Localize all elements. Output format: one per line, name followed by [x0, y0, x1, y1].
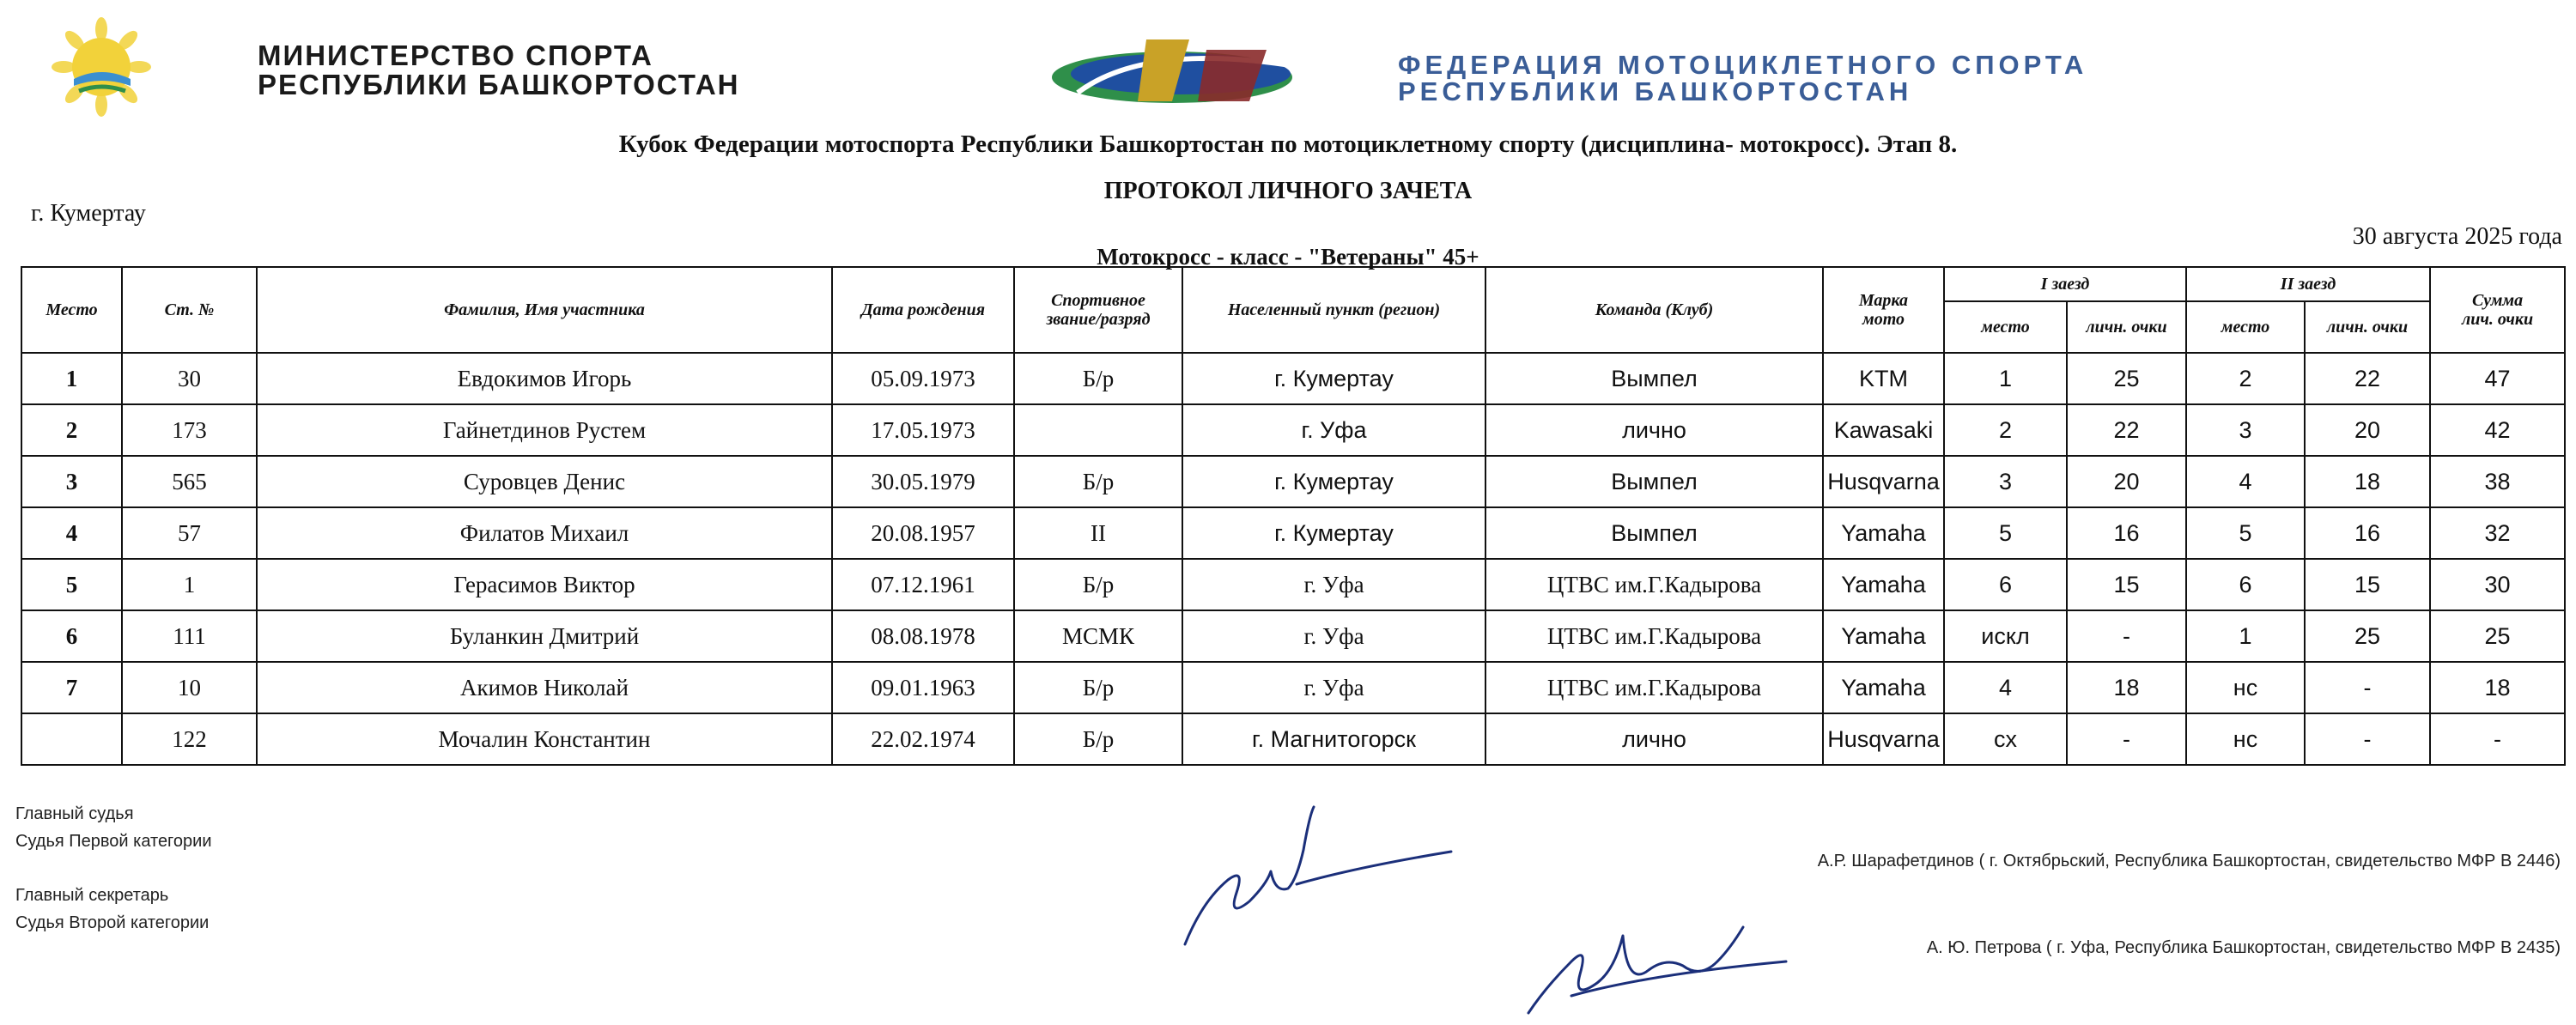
- cell-team: лично: [1485, 713, 1823, 765]
- cell-place: 2: [21, 404, 122, 456]
- cell-race-1-points: -: [2067, 610, 2186, 662]
- cell-birth-date: 30.05.1979: [832, 456, 1014, 507]
- cell-name: Буланкин Дмитрий: [257, 610, 832, 662]
- header-city: Населенный пункт (регион): [1182, 267, 1485, 353]
- cell-team: Вымпел: [1485, 456, 1823, 507]
- cell-city: г. Магнитогорск: [1182, 713, 1485, 765]
- cell-sum: 32: [2430, 507, 2565, 559]
- federation-line-1: ФЕДЕРАЦИЯ МОТОЦИКЛЕТНОГО СПОРТА: [1398, 50, 2088, 80]
- cell-birth-date: 09.01.1963: [832, 662, 1014, 713]
- cell-race-1-place: сх: [1944, 713, 2067, 765]
- secretary-category: Судья Второй категории: [15, 913, 210, 932]
- cell-race-2-place: 3: [2186, 404, 2305, 456]
- cell-team: Вымпел: [1485, 507, 1823, 559]
- cell-city: г. Уфа: [1182, 610, 1485, 662]
- cell-team: ЦТВС им.Г.Кадырова: [1485, 559, 1823, 610]
- cell-race-1-place: 1: [1944, 353, 2067, 404]
- cell-race-1-place: 2: [1944, 404, 2067, 456]
- cell-start-number: 1: [122, 559, 257, 610]
- cell-start-number: 122: [122, 713, 257, 765]
- cell-name: Суровцев Денис: [257, 456, 832, 507]
- table-row: [21, 456, 2565, 507]
- table-row: [21, 713, 2565, 765]
- cell-sum: 18: [2430, 662, 2565, 713]
- cell-sum: 47: [2430, 353, 2565, 404]
- cell-moto: Husqvarna: [1823, 713, 1944, 765]
- cell-name: Акимов Николай: [257, 662, 832, 713]
- header-race-2-place: место: [2186, 301, 2305, 353]
- cell-team: ЦТВС им.Г.Кадырова: [1485, 610, 1823, 662]
- cell-race-2-points: 22: [2305, 353, 2430, 404]
- cell-name: Евдокимов Игорь: [257, 353, 832, 404]
- cell-city: г. Кумертау: [1182, 507, 1485, 559]
- cell-race-2-points: -: [2305, 662, 2430, 713]
- cell-city: г. Кумертау: [1182, 456, 1485, 507]
- table-row: [21, 662, 2565, 713]
- judge-title: Главный судья: [15, 804, 134, 823]
- cell-name: Гайнетдинов Рустем: [257, 404, 832, 456]
- cell-birth-date: 22.02.1974: [832, 713, 1014, 765]
- header-place: Место: [21, 267, 122, 353]
- cell-race-2-place: нс: [2186, 662, 2305, 713]
- cell-team: лично: [1485, 404, 1823, 456]
- class-title: Мотокросс - класс - "Ветераны" 45+: [1097, 244, 1479, 270]
- cell-sum: 30: [2430, 559, 2565, 610]
- header-moto-line-2: мото: [1862, 310, 1905, 329]
- federation-logo-icon: [1043, 33, 1327, 110]
- cell-race-1-points: 22: [2067, 404, 2186, 456]
- cell-birth-date: 08.08.1978: [832, 610, 1014, 662]
- cell-start-number: 565: [122, 456, 257, 507]
- cell-place: 6: [21, 610, 122, 662]
- cup-title: Кубок Федерации мотоспорта Республики Башкортостан по мотоциклетному спорту (дисциплина- мотокросс). Этап 8.: [618, 130, 1958, 158]
- cell-start-number: 10: [122, 662, 257, 713]
- cell-sum: 25: [2430, 610, 2565, 662]
- cell-team: ЦТВС им.Г.Кадырова: [1485, 662, 1823, 713]
- cell-race-1-points: 25: [2067, 353, 2186, 404]
- cell-name: Мочалин Константин: [257, 713, 832, 765]
- table-row: [21, 507, 2565, 559]
- cell-name: Герасимов Виктор: [257, 559, 832, 610]
- header-rank-line-2: звание/разряд: [1046, 310, 1151, 329]
- cell-sum: -: [2430, 713, 2565, 765]
- cell-start-number: 111: [122, 610, 257, 662]
- header-moto-line-1: Марка: [1858, 291, 1909, 310]
- cell-moto: Yamaha: [1823, 507, 1944, 559]
- cell-race-1-place: искл: [1944, 610, 2067, 662]
- judge-name: А.Р. Шарафетдинов ( г. Октябрьский, Республика Башкортостан, свидетельство МФР В 2446): [1817, 852, 2561, 870]
- table-row: [21, 404, 2565, 456]
- cell-race-2-place: 2: [2186, 353, 2305, 404]
- cell-place: [21, 713, 122, 765]
- results-table: [21, 266, 2566, 766]
- cell-rank: Б/р: [1014, 713, 1182, 765]
- cell-team: Вымпел: [1485, 353, 1823, 404]
- cell-city: г. Уфа: [1182, 404, 1485, 456]
- cell-race-2-place: 1: [2186, 610, 2305, 662]
- protocol-title: ПРОТОКОЛ ЛИЧНОГО ЗАЧЕТА: [1103, 178, 1473, 204]
- header-birth-date: Дата рождения: [832, 267, 1014, 353]
- table-row: [21, 610, 2565, 662]
- cell-birth-date: 07.12.1961: [832, 559, 1014, 610]
- cell-sum: 42: [2430, 404, 2565, 456]
- cell-name: Филатов Михаил: [257, 507, 832, 559]
- cell-race-1-points: 15: [2067, 559, 2186, 610]
- cell-race-2-points: 25: [2305, 610, 2430, 662]
- federation-line-2: РЕСПУБЛИКИ БАШКОРТОСТАН: [1398, 76, 1913, 106]
- cell-place: 4: [21, 507, 122, 559]
- cell-city: г. Уфа: [1182, 662, 1485, 713]
- cell-race-1-points: 18: [2067, 662, 2186, 713]
- cell-place: 5: [21, 559, 122, 610]
- cell-race-2-points: 18: [2305, 456, 2430, 507]
- judge-category: Судья Первой категории: [15, 832, 212, 851]
- cell-race-1-place: 6: [1944, 559, 2067, 610]
- header-rank-line-1: Спортивное: [1051, 291, 1145, 310]
- header-name: Фамилия, Имя участника: [257, 267, 832, 353]
- event-city: г. Кумертау: [31, 200, 146, 227]
- secretary-signature: [1520, 901, 1795, 1022]
- cell-birth-date: 05.09.1973: [832, 353, 1014, 404]
- cell-rank: Б/р: [1014, 662, 1182, 713]
- cell-moto: Yamaha: [1823, 662, 1944, 713]
- cell-moto: Husqvarna: [1823, 456, 1944, 507]
- cell-race-2-points: 20: [2305, 404, 2430, 456]
- cell-rank: Б/р: [1014, 456, 1182, 507]
- cell-rank: МСМК: [1014, 610, 1182, 662]
- header-sum-line-1: Сумма: [2471, 291, 2524, 310]
- cell-moto: Kawasaki: [1823, 404, 1944, 456]
- table-row: [21, 559, 2565, 610]
- header-sum-line-2: лич. очки: [2461, 310, 2534, 329]
- cell-moto: Yamaha: [1823, 559, 1944, 610]
- cell-rank: Б/р: [1014, 559, 1182, 610]
- cell-race-1-points: 16: [2067, 507, 2186, 559]
- cell-race-2-place: 6: [2186, 559, 2305, 610]
- cell-race-2-points: -: [2305, 713, 2430, 765]
- cell-moto: KTM: [1823, 353, 1944, 404]
- header-rank: [1014, 267, 1182, 353]
- secretary-name: А. Ю. Петрова ( г. Уфа, Республика Башкортостан, свидетельство МФР В 2435): [1926, 938, 2561, 957]
- cell-place: 3: [21, 456, 122, 507]
- judge-signature: [1168, 798, 1460, 953]
- cell-sum: 38: [2430, 456, 2565, 507]
- header-start-number: Ст. №: [122, 267, 257, 353]
- cell-race-2-place: нс: [2186, 713, 2305, 765]
- cell-race-2-place: 4: [2186, 456, 2305, 507]
- bashkortostan-emblem-icon: [50, 15, 179, 118]
- cell-place: 7: [21, 662, 122, 713]
- event-date: 30 августа 2025 года: [2352, 223, 2562, 250]
- cell-race-1-place: 5: [1944, 507, 2067, 559]
- cell-race-1-place: 4: [1944, 662, 2067, 713]
- header-team: Команда (Клуб): [1485, 267, 1823, 353]
- cell-race-2-place: 5: [2186, 507, 2305, 559]
- ministry-title: [258, 41, 740, 100]
- cell-birth-date: 17.05.1973: [832, 404, 1014, 456]
- cell-rank: II: [1014, 507, 1182, 559]
- header-race-1: I заезд: [1944, 267, 2186, 301]
- ministry-line-1: МИНИСТЕРСТВО СПОРТА: [258, 39, 653, 71]
- cell-start-number: 57: [122, 507, 257, 559]
- cell-moto: Yamaha: [1823, 610, 1944, 662]
- header-race-2-points: личн. очки: [2305, 301, 2430, 353]
- cell-city: г. Кумертау: [1182, 353, 1485, 404]
- ministry-line-2: РЕСПУБЛИКИ БАШКОРТОСТАН: [258, 69, 740, 100]
- cell-race-1-place: 3: [1944, 456, 2067, 507]
- cell-race-1-points: 20: [2067, 456, 2186, 507]
- table-row: [21, 353, 2565, 404]
- cell-birth-date: 20.08.1957: [832, 507, 1014, 559]
- header-race-1-place: место: [1944, 301, 2067, 353]
- cell-start-number: 173: [122, 404, 257, 456]
- cell-start-number: 30: [122, 353, 257, 404]
- header-sum: [2430, 267, 2565, 353]
- cell-rank: [1014, 404, 1182, 456]
- federation-title: [1398, 52, 2087, 105]
- header-race-2: II заезд: [2186, 267, 2430, 301]
- cell-place: 1: [21, 353, 122, 404]
- header-moto: [1823, 267, 1944, 353]
- secretary-title: Главный секретарь: [15, 886, 169, 905]
- cell-race-2-points: 16: [2305, 507, 2430, 559]
- header-race-1-points: личн. очки: [2067, 301, 2186, 353]
- cell-city: г. Уфа: [1182, 559, 1485, 610]
- cell-race-1-points: -: [2067, 713, 2186, 765]
- cell-race-2-points: 15: [2305, 559, 2430, 610]
- cell-rank: Б/р: [1014, 353, 1182, 404]
